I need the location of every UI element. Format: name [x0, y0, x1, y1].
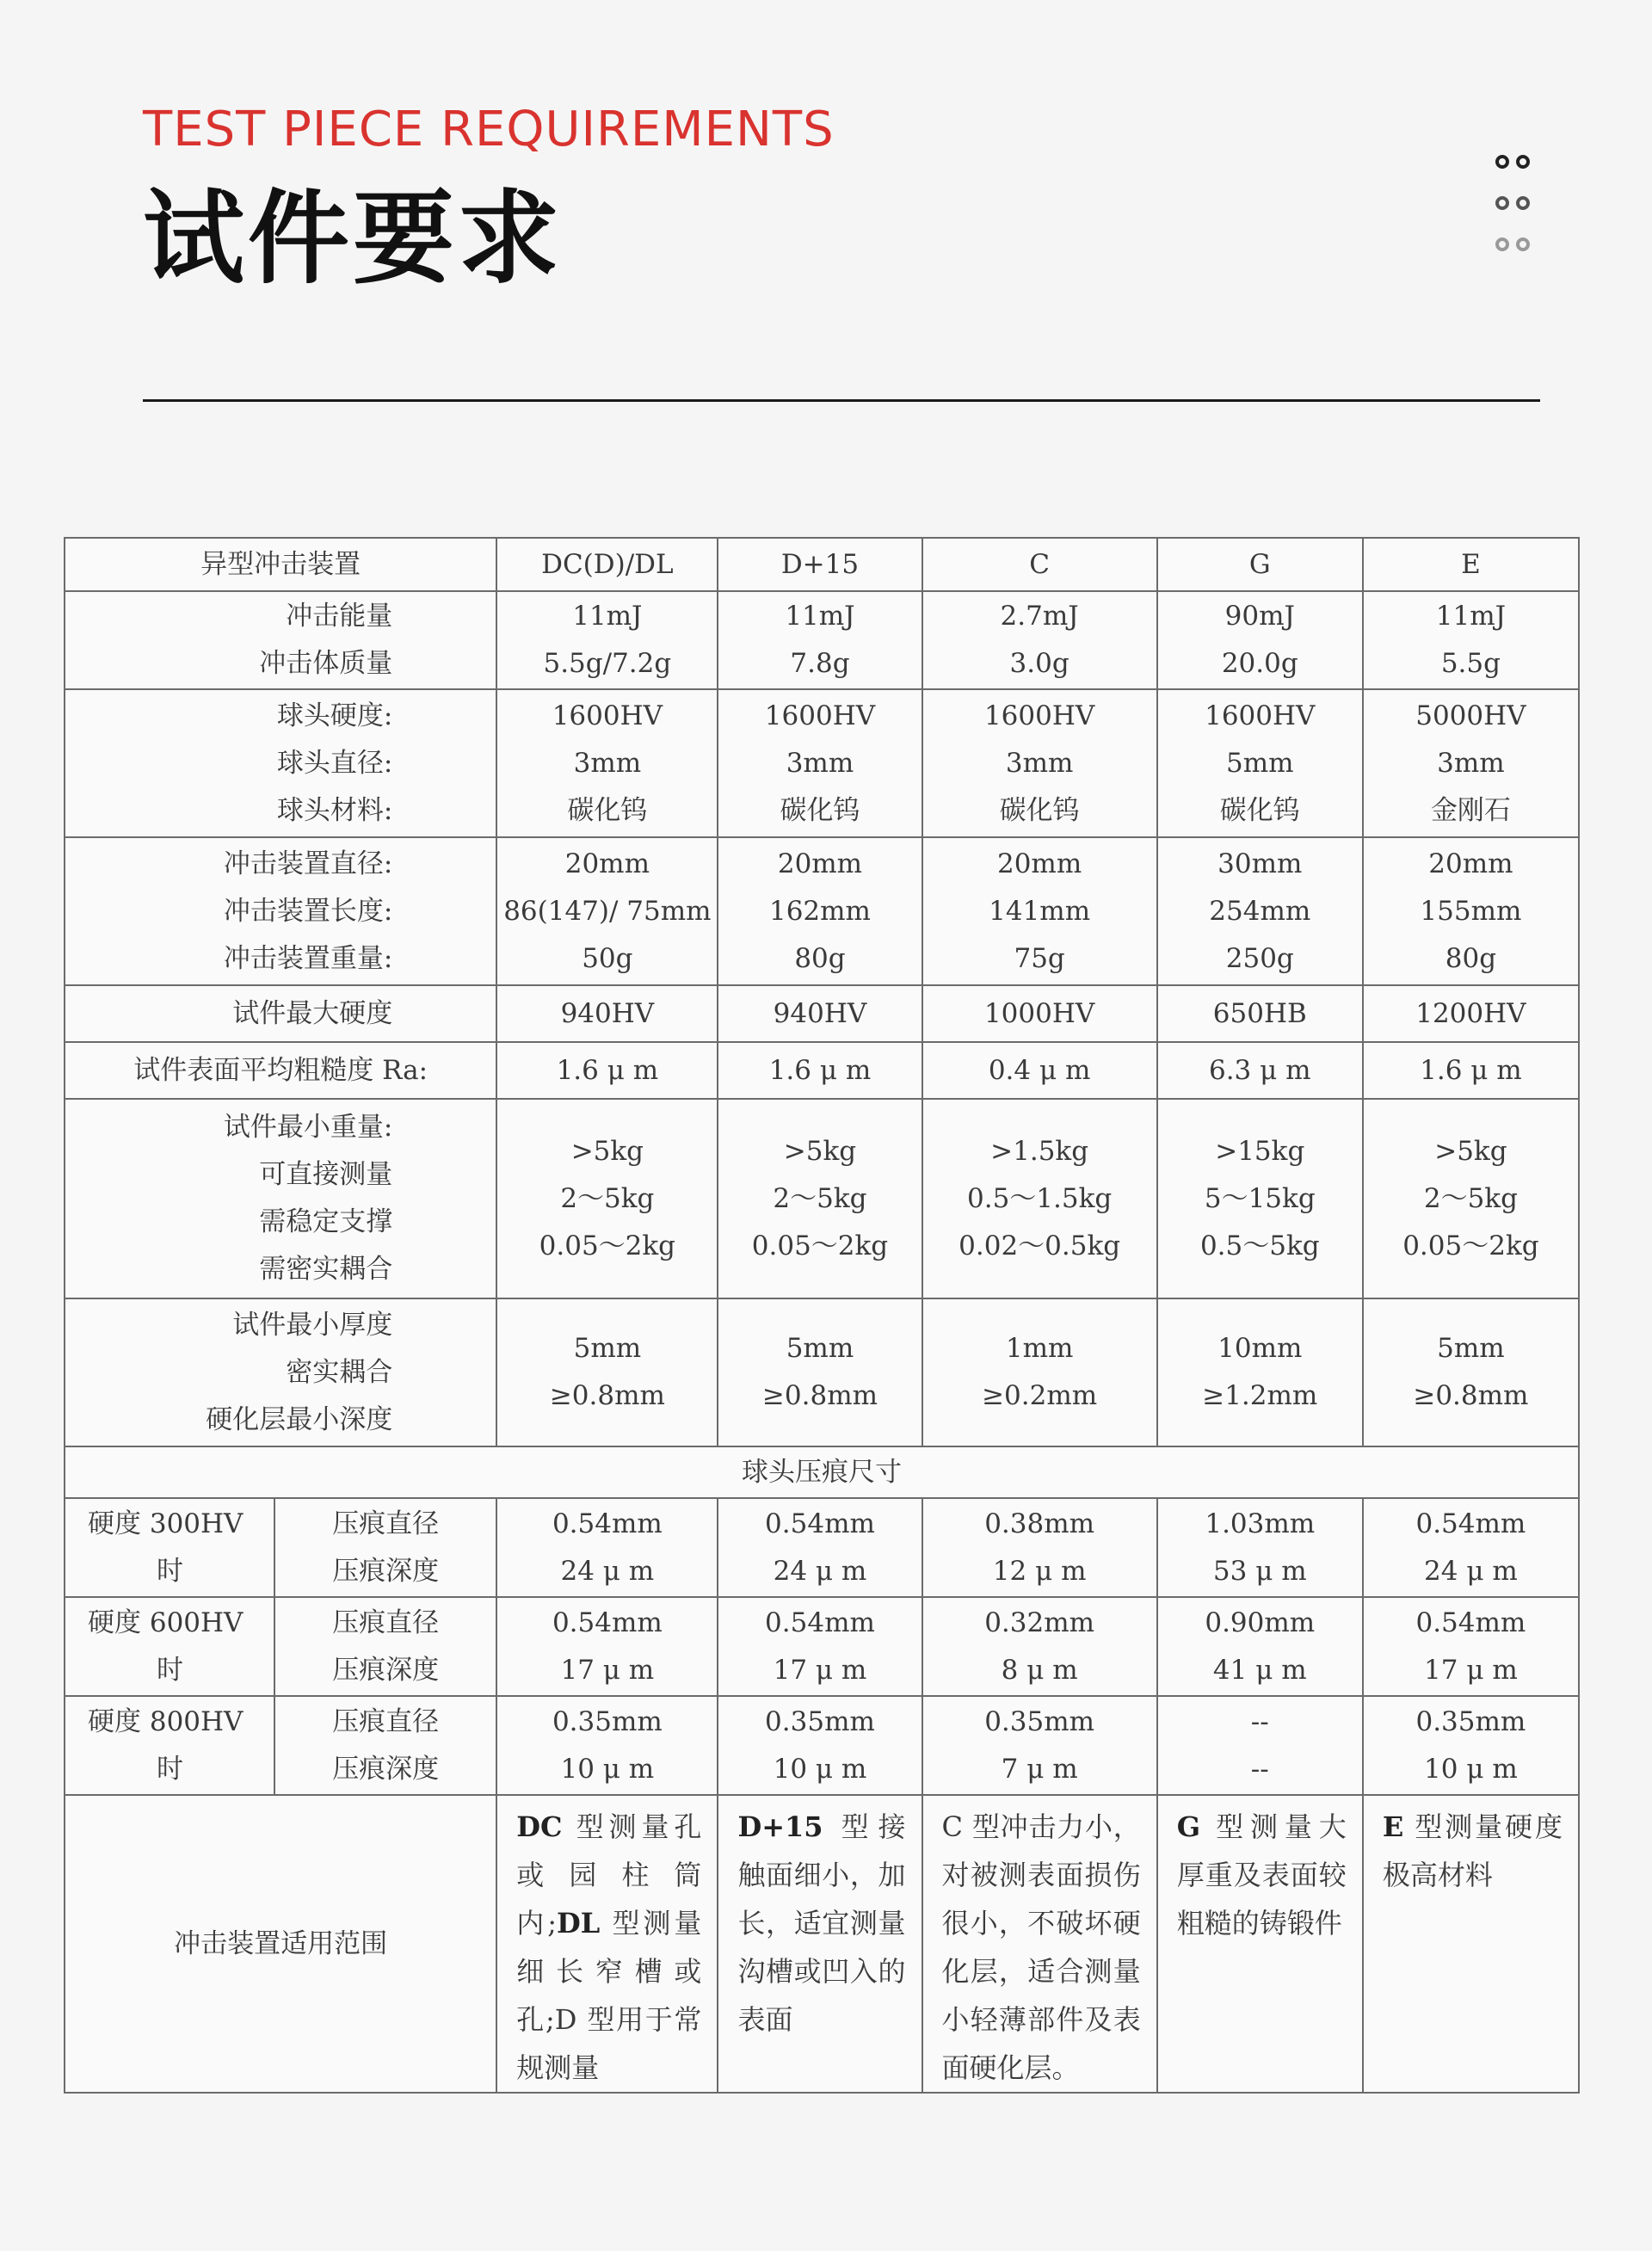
section-title-cn: 试件要求	[143, 179, 564, 298]
min-thickness-cell: 5mm ≥0.8mm	[496, 1298, 718, 1446]
scope-label: 冲击装置适用范围	[65, 1795, 496, 2093]
table-row	[65, 1498, 1579, 1597]
device-header: D+15	[718, 538, 922, 591]
device-header: E	[1363, 538, 1579, 591]
hardness-label: 硬度 800HV 时	[65, 1696, 274, 1795]
scope-e: E 型测量硬度极高材料	[1363, 1795, 1579, 2093]
min-weight-cell: >5kg 2～5kg 0.05～2kg	[496, 1099, 718, 1298]
scope-dc: DC 型测量孔或园柱筒内;DL 型测量细长窄槽或孔;D 型用于常规测量	[496, 1795, 718, 2093]
device-cell: 20mm 162mm 80g	[718, 837, 922, 985]
roughness-cell: 1.6 μ m	[718, 1042, 922, 1099]
min-thickness-cell: 5mm ≥0.8mm	[1363, 1298, 1579, 1446]
spec-table	[64, 537, 1580, 2094]
max-hardness-cell: 940HV	[718, 985, 922, 1042]
device-cell: 30mm 254mm 250g	[1157, 837, 1363, 985]
min-thickness-cell: 1mm ≥0.2mm	[922, 1298, 1157, 1446]
indent-label: 压痕直径 压痕深度	[274, 1696, 496, 1795]
table-row	[65, 591, 1579, 689]
device-header: DC(D)/DL	[496, 538, 718, 591]
ball-cell: 1600HV 5mm 碳化钨	[1157, 689, 1363, 837]
energy-cell: 11mJ 5.5g	[1363, 591, 1579, 689]
device-header: C	[922, 538, 1157, 591]
min-weight-cell: >15kg 5～15kg 0.5～5kg	[1157, 1099, 1363, 1298]
indent-cell: 0.38mm 12 μ m	[922, 1498, 1157, 1597]
hardness-label: 硬度 300HV 时	[65, 1498, 274, 1597]
indent-section-title: 球头压痕尺寸	[65, 1446, 1579, 1498]
scope-c: C 型冲击力小，对被测表面损伤很小，不破坏硬化层，适合测量小轻薄部件及表面硬化层。	[922, 1795, 1157, 2093]
table-row	[65, 1795, 1579, 2093]
scope-g: G 型测量大厚重及表面较粗糙的铸锻件	[1157, 1795, 1363, 2093]
indent-cell: 1.03mm 53 μ m	[1157, 1498, 1363, 1597]
indent-cell: 0.35mm 10 μ m	[496, 1696, 718, 1795]
head-label: 异型冲击装置	[65, 538, 496, 591]
min-weight-cell: >1.5kg 0.5～1.5kg 0.02～0.5kg	[922, 1099, 1157, 1298]
indent-cell: 0.90mm 41 μ m	[1157, 1597, 1363, 1696]
min-thickness-cell: 5mm ≥0.8mm	[718, 1298, 922, 1446]
table-row	[65, 538, 1579, 591]
section-title-en: TEST PIECE REQUIREMENTS	[143, 102, 835, 157]
max-hardness-cell: 1000HV	[922, 985, 1157, 1042]
table-row	[65, 1099, 1579, 1298]
table-row	[65, 1597, 1579, 1696]
min-weight-cell: >5kg 2～5kg 0.05～2kg	[1363, 1099, 1579, 1298]
indent-cell: 0.35mm 7 μ m	[922, 1696, 1157, 1795]
device-label: 冲击装置直径: 冲击装置长度: 冲击装置重量:	[65, 837, 496, 985]
indent-cell: 0.35mm 10 μ m	[718, 1696, 922, 1795]
energy-cell: 11mJ 7.8g	[718, 591, 922, 689]
table-row	[65, 837, 1579, 985]
indent-cell: 0.54mm 17 μ m	[718, 1597, 922, 1696]
header-divider	[143, 399, 1540, 402]
min-weight-cell: >5kg 2～5kg 0.05～2kg	[718, 1099, 922, 1298]
table-row	[65, 1042, 1579, 1099]
indent-cell: 0.54mm 24 μ m	[1363, 1498, 1579, 1597]
indent-cell: 0.32mm 8 μ m	[922, 1597, 1157, 1696]
max-hardness-cell: 940HV	[496, 985, 718, 1042]
ball-cell: 1600HV 3mm 碳化钨	[718, 689, 922, 837]
indent-cell: 0.54mm 24 μ m	[496, 1498, 718, 1597]
roughness-cell: 1.6 μ m	[496, 1042, 718, 1099]
indent-cell: 0.54mm 24 μ m	[718, 1498, 922, 1597]
table-row	[65, 1696, 1579, 1795]
table-row	[65, 985, 1579, 1042]
roughness-cell: 0.4 μ m	[922, 1042, 1157, 1099]
max-hardness-cell: 1200HV	[1363, 985, 1579, 1042]
device-cell: 20mm 86(147)/ 75mm 50g	[496, 837, 718, 985]
ball-cell: 1600HV 3mm 碳化钨	[922, 689, 1157, 837]
indent-cell: -- --	[1157, 1696, 1363, 1795]
max-hardness-cell: 650HB	[1157, 985, 1363, 1042]
decorative-dots-icon	[1495, 155, 1530, 279]
ball-label: 球头硬度: 球头直径: 球头材料:	[65, 689, 496, 837]
indent-cell: 0.35mm 10 μ m	[1363, 1696, 1579, 1795]
roughness-cell: 6.3 μ m	[1157, 1042, 1363, 1099]
energy-cell: 2.7mJ 3.0g	[922, 591, 1157, 689]
ball-cell: 1600HV 3mm 碳化钨	[496, 689, 718, 837]
device-cell: 20mm 141mm 75g	[922, 837, 1157, 985]
energy-label: 冲击能量 冲击体质量	[65, 591, 496, 689]
indent-cell: 0.54mm 17 μ m	[1363, 1597, 1579, 1696]
max-hardness-label: 试件最大硬度	[65, 985, 496, 1042]
device-header: G	[1157, 538, 1363, 591]
device-cell: 20mm 155mm 80g	[1363, 837, 1579, 985]
indent-label: 压痕直径 压痕深度	[274, 1597, 496, 1696]
indent-cell: 0.54mm 17 μ m	[496, 1597, 718, 1696]
energy-cell: 11mJ 5.5g/7.2g	[496, 591, 718, 689]
energy-cell: 90mJ 20.0g	[1157, 591, 1363, 689]
indent-label: 压痕直径 压痕深度	[274, 1498, 496, 1597]
min-thickness-label: 试件最小厚度 密实耦合 硬化层最小深度	[65, 1298, 496, 1446]
roughness-label: 试件表面平均粗糙度 Ra:	[65, 1042, 496, 1099]
ball-cell: 5000HV 3mm 金刚石	[1363, 689, 1579, 837]
hardness-label: 硬度 600HV 时	[65, 1597, 274, 1696]
table-row	[65, 1298, 1579, 1446]
scope-d15: D+15 型接触面细小，加长，适宜测量沟槽或凹入的表面	[718, 1795, 922, 2093]
table-row	[65, 689, 1579, 837]
min-weight-label: 试件最小重量: 可直接测量 需稳定支撑 需密实耦合	[65, 1099, 496, 1298]
roughness-cell: 1.6 μ m	[1363, 1042, 1579, 1099]
min-thickness-cell: 10mm ≥1.2mm	[1157, 1298, 1363, 1446]
table-row	[65, 1446, 1579, 1498]
